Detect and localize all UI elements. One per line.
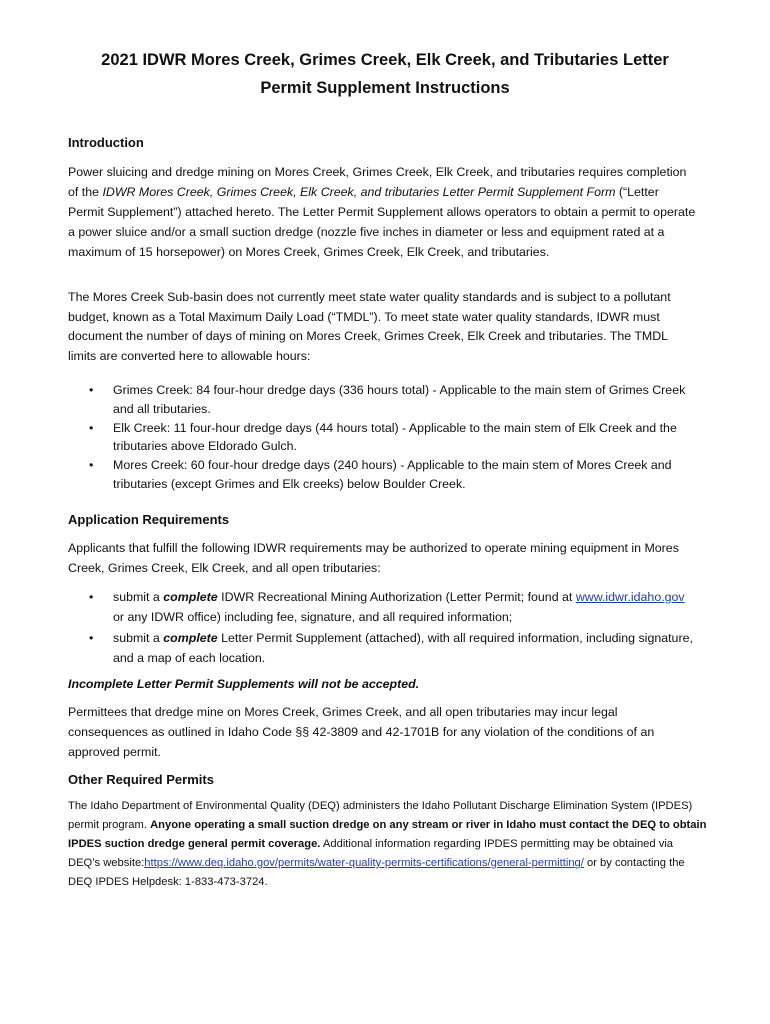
title-line-2: Permit Supplement Instructions xyxy=(260,79,510,97)
list-item-text-a: submit a xyxy=(113,631,164,645)
other-bold-requirement: Anyone operating a small suction dredge on any stream or river in Idaho must contact the DEQ to obtain IPDES suction dredge general permit coverage. xyxy=(68,819,707,850)
introduction-heading: Introduction xyxy=(68,135,144,150)
bullet-icon: • xyxy=(89,420,94,435)
list-item xyxy=(86,419,698,456)
other-text-b: Additional information regarding IPDES permitting may be obtained via DEQ’s website: xyxy=(68,838,674,869)
other-text-c: or by contacting the DEQ IPDES Helpdesk: 1-833-473-3724. xyxy=(68,857,685,888)
emphasis-complete: complete xyxy=(163,590,218,604)
list-item xyxy=(86,381,698,418)
other-text-a: The Idaho Department of Environmental Quality (DEQ) administers the Idaho Pollutant Discharge Elimination System (IPDES) permit program. xyxy=(68,800,693,831)
incomplete-notice: Incomplete Letter Permit Supplements will not be accepted. xyxy=(68,677,420,691)
idwr-website-link[interactable]: www.idwr.idaho.gov xyxy=(575,590,685,604)
form-title-italic: IDWR Mores Creek, Grimes Creek, Elk Creek, and tributaries Letter Permit Supplement Form xyxy=(102,185,616,199)
list-item xyxy=(86,456,698,493)
bullet-icon: • xyxy=(89,590,94,604)
document-title xyxy=(40,46,730,102)
list-item-text: Grimes Creek: 84 four-hour dredge days (336 hours total) - Applicable to the main stem of Grimes Creek and all tributaries. xyxy=(113,383,686,416)
emphasis-complete: complete xyxy=(163,631,218,645)
list-item xyxy=(86,587,698,627)
application-requirements-heading: Application Requirements xyxy=(68,512,230,527)
title-line-1: 2021 IDWR Mores Creek, Grimes Creek, Elk Creek, and Tributaries Letter xyxy=(101,51,669,69)
list-item-text-b: IDWR Recreational Mining Authorization (Letter Permit; found at xyxy=(217,590,576,604)
intro-p1-text-b: (“Letter Permit Supplement”) attached hereto. The Letter Permit Supplement allows operators to obtain a permit to operate a power sluice and/or a small suction dredge (nozzle five inches in diameter or less and equipment rated at a maximum of 15 horsepower) on Mores Creek, Grimes Creek, Elk Creek, and tributaries. xyxy=(68,185,696,259)
application-requirements-list xyxy=(86,587,698,669)
bullet-icon: • xyxy=(89,458,94,472)
intro-p1-text-a: Power sluicing and dredge mining on Mores Creek, Grimes Creek, Elk Creek, and tributaries requires completion of the xyxy=(68,165,687,199)
list-item-text-c: or any IDWR office) including fee, signature, and all required information; xyxy=(113,610,513,624)
list-item xyxy=(86,628,698,668)
deq-website-link[interactable]: https://www.deq.idaho.gov/permits/water-quality-permits-certifications/general-permitting/ xyxy=(144,857,584,869)
introduction-paragraph-1 xyxy=(68,162,698,262)
list-item-text: Elk Creek: 11 four-hour dredge days (44 hours total) - Applicable to the main stem of Elk Creek and the tributaries above Eldorado Gulch. xyxy=(113,420,677,453)
bullet-icon: • xyxy=(89,383,94,397)
list-item-text-b: Letter Permit Supplement (attached), with all required information, including signature, and a map of each location. xyxy=(113,631,693,665)
list-item-text: Mores Creek: 60 four-hour dredge days (240 hours) - Applicable to the main stem of Mores Creek and tributaries (except Grimes and Elk creeks) below Boulder Creek. xyxy=(113,458,672,491)
application-paragraph-1: Applicants that fulfill the following IDWR requirements may be authorized to operate mining equipment in Mores Creek, Grimes Creek, Elk Creek, and all open tributaries: xyxy=(68,541,679,575)
other-permits-paragraph xyxy=(68,797,708,892)
introduction-paragraph-2: The Mores Creek Sub-basin does not currently meet state water quality standards and is subject to a pollutant budget, known as a Total Maximum Daily Load (“TMDL”). To meet state water quality standards, IDWR must document the number of days of mining on Mores Creek, Grimes Creek, Elk Creek and tributaries. The TMDL limits are converted here to allowable hours: xyxy=(68,290,671,363)
application-paragraph-2: Permittees that dredge mine on Mores Creek, Grimes Creek, and all open tributaries may incur legal consequences as outlined in Idaho Code §§ 42-3809 and 42-1701B for any violation of the conditions of an approved permit. xyxy=(68,705,655,759)
list-item-text-a: submit a xyxy=(113,590,164,604)
other-required-permits-heading: Other Required Permits xyxy=(68,772,214,787)
tmdl-limits-list xyxy=(86,381,698,494)
bullet-icon: • xyxy=(89,631,94,645)
